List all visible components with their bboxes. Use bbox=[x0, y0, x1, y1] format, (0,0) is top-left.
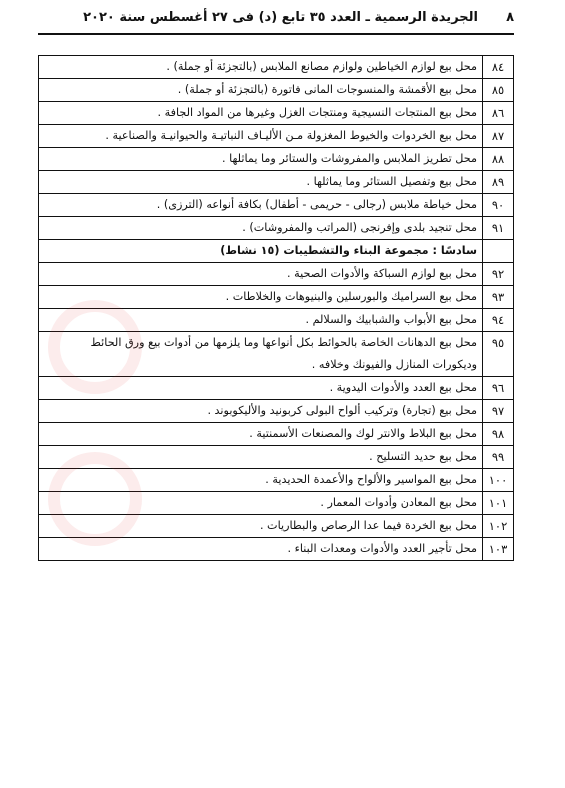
row-number: ٨٧ bbox=[483, 125, 514, 148]
activity-description: محل تطريز الملابس والمفروشات والستائر وما يماثلها . bbox=[39, 148, 483, 171]
table-row bbox=[39, 377, 514, 400]
activity-description: محل بيع الخردة فيما عدا الرصاص والبطاريات . bbox=[39, 515, 483, 538]
row-number: ٩٦ bbox=[483, 377, 514, 400]
row-number: ٨٥ bbox=[483, 79, 514, 102]
row-number: ٨٤ bbox=[483, 56, 514, 79]
activity-description: محل بيع (تجارة) وتركيب ألواح البولى كربونيد والأليكوبوند . bbox=[39, 400, 483, 423]
row-number: ٩٠ bbox=[483, 194, 514, 217]
activity-description: محل بيع السراميك والبورسلين والبنيوهات والخلاطات . bbox=[39, 286, 483, 309]
activity-description: محل بيع الأبواب والشبابيك والسلالم . bbox=[39, 309, 483, 332]
row-number: ٨٨ bbox=[483, 148, 514, 171]
table-row bbox=[39, 492, 514, 515]
table-row bbox=[39, 469, 514, 492]
activity-description: محل خياطة ملابس (رجالى - حريمى - أطفال) بكافة أنواعه (الترزى) . bbox=[39, 194, 483, 217]
table-row bbox=[39, 515, 514, 538]
table-row bbox=[39, 79, 514, 102]
row-number: ٩٣ bbox=[483, 286, 514, 309]
activities-table bbox=[38, 55, 514, 561]
table-row bbox=[39, 102, 514, 125]
row-number: ١٠٣ bbox=[483, 538, 514, 561]
activity-description: محل بيع لوازم السباكة والأدوات الصحية . bbox=[39, 263, 483, 286]
table-row bbox=[39, 286, 514, 309]
table-row bbox=[39, 446, 514, 469]
activity-description: محل بيع لوازم الخياطين ولوازم مصانع الملابس (بالتجزئة أو جملة) . bbox=[39, 56, 483, 79]
row-number: ٩٧ bbox=[483, 400, 514, 423]
activity-description: محل بيع الدهانات الخاصة بالحوائط بكل أنواعها وما يلزمها من أدوات بيع ورق الحائط وديكورات المنازل والفيونك وخلافه . bbox=[39, 332, 483, 377]
section-heading-row bbox=[39, 240, 514, 263]
table-row bbox=[39, 125, 514, 148]
row-number: ٩٤ bbox=[483, 309, 514, 332]
table-row bbox=[39, 332, 514, 377]
page-header bbox=[38, 6, 514, 32]
table-row bbox=[39, 309, 514, 332]
table-row bbox=[39, 538, 514, 561]
row-number: ٨٩ bbox=[483, 171, 514, 194]
activity-description: محل تأجير العدد والأدوات ومعدات البناء . bbox=[39, 538, 483, 561]
table-row bbox=[39, 400, 514, 423]
section-heading: سادسًا : مجموعة البناء والتشطيبات (١٥ نشاط) bbox=[39, 240, 483, 263]
activity-description: محل بيع البلاط والانتر لوك والمصنعات الأسمنتية . bbox=[39, 423, 483, 446]
row-number: ١٠٠ bbox=[483, 469, 514, 492]
activity-description: محل بيع وتفصيل الستائر وما يماثلها . bbox=[39, 171, 483, 194]
table-row bbox=[39, 56, 514, 79]
table-row bbox=[39, 217, 514, 240]
row-number bbox=[483, 240, 514, 263]
table-row bbox=[39, 263, 514, 286]
page-number: ٨ bbox=[506, 10, 514, 25]
activity-description: محل بيع المعادن وأدوات المعمار . bbox=[39, 492, 483, 515]
row-number: ٩٥ bbox=[483, 332, 514, 377]
row-number: ١٠١ bbox=[483, 492, 514, 515]
table-row bbox=[39, 171, 514, 194]
table-row bbox=[39, 423, 514, 446]
activity-description: محل بيع المواسير والألواح والأعمدة الحديدية . bbox=[39, 469, 483, 492]
header-rule bbox=[38, 33, 514, 35]
table-row bbox=[39, 148, 514, 171]
activity-description: محل بيع العدد والأدوات اليدوية . bbox=[39, 377, 483, 400]
activity-description: محل بيع الخردوات والخيوط المغزولة مـن الأليـاف النباتيـة والحيوانيـة والصناعية . bbox=[39, 125, 483, 148]
activities-table-body bbox=[39, 56, 514, 561]
activity-description: محل تنجيد بلدى وإفرنجى (المراتب والمفروشات) . bbox=[39, 217, 483, 240]
gazette-title: الجريدة الرسمية ـ العدد ٣٥ تابع (د) فى ٢٧ أغسطس سنة ٢٠٢٠ bbox=[83, 10, 478, 25]
row-number: ٩٨ bbox=[483, 423, 514, 446]
row-number: ٨٦ bbox=[483, 102, 514, 125]
row-number: ٩٢ bbox=[483, 263, 514, 286]
activity-description: محل بيع حديد التسليح . bbox=[39, 446, 483, 469]
row-number: ٩٩ bbox=[483, 446, 514, 469]
activity-description: محل بيع المنتجات النسيجية ومنتجات الغزل وغيرها من المواد الجافة . bbox=[39, 102, 483, 125]
activity-description: محل بيع الأقمشة والمنسوجات المانى فاتورة (بالتجزئة أو جملة) . bbox=[39, 79, 483, 102]
table-row bbox=[39, 194, 514, 217]
row-number: ١٠٢ bbox=[483, 515, 514, 538]
row-number: ٩١ bbox=[483, 217, 514, 240]
